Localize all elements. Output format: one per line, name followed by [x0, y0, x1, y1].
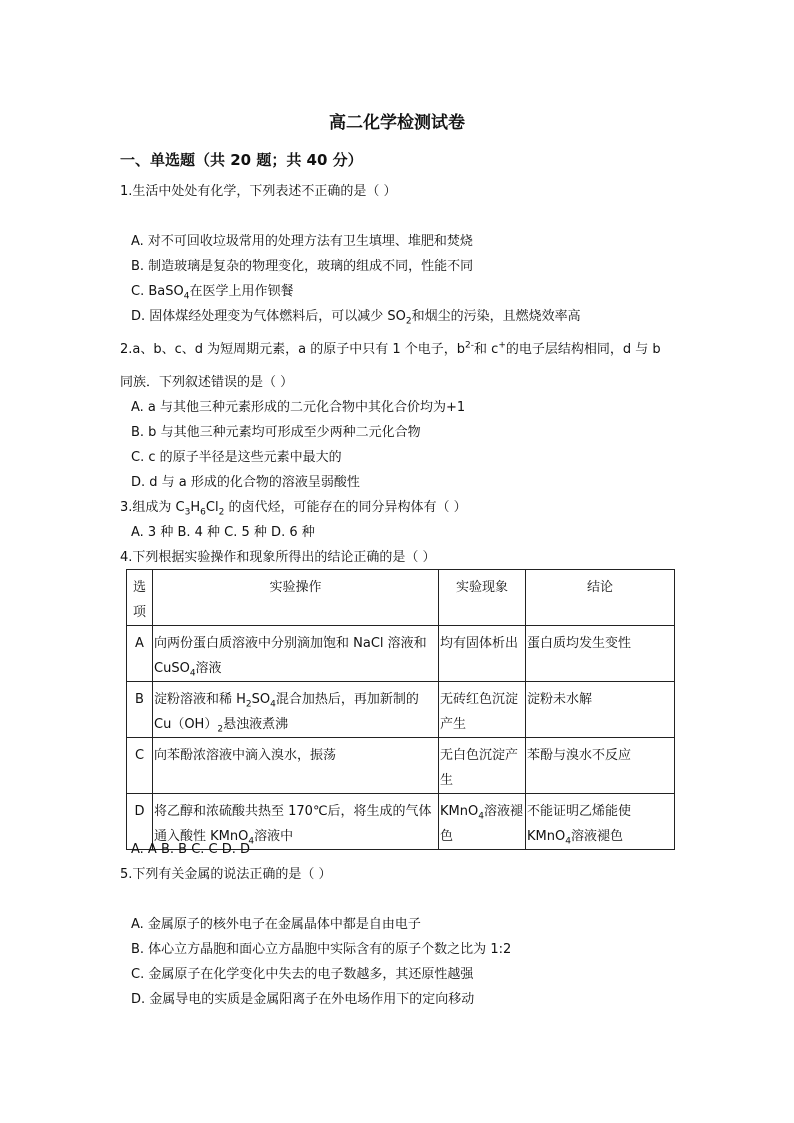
- q1-option-c: C. BaSO$_4$在医学上用作钡餐: [131, 284, 294, 302]
- q2-option-a: A. a 与其他三种元素形成的二元化合物中其化合价均为+1: [131, 400, 466, 415]
- q1-option-b: B. 制造玻璃是复杂的物理变化，玻璃的组成不同，性能不同: [131, 259, 474, 274]
- row-conclusion: 不能证明乙烯能使 KMnO$_4$溶液褪色: [526, 794, 675, 850]
- page-title: 高二化学检测试卷: [329, 113, 465, 133]
- row-conclusion: 淀粉未水解: [526, 682, 675, 738]
- row-conclusion: 蛋白质均发生变性: [526, 626, 675, 682]
- q1-option-a: A. 对不可回收垃圾常用的处理方法有卫生填埋、堆肥和焚烧: [131, 234, 473, 249]
- row-option: B: [127, 682, 153, 738]
- q1-option-d: D. 固体煤经处理变为气体燃料后，可以减少 $SO_2$和烟尘的污染，且燃烧效率高: [131, 309, 581, 327]
- q3-options: A. 3 种 B. 4 种 C. 5 种 D. 6 种: [131, 525, 315, 540]
- q2-stem-line2: 同族．下列叙述错误的是（ ）: [120, 375, 294, 390]
- row-operation: 向两份蛋白质溶液中分别滴加饱和 NaCl 溶液和 CuSO$_4$溶液: [153, 626, 439, 682]
- section-heading: 一、单选题（共 20 题；共 40 分）: [120, 151, 363, 169]
- row-conclusion: 苯酚与溴水不反应: [526, 738, 675, 794]
- row-option: C: [127, 738, 153, 794]
- table-row: [127, 738, 675, 794]
- header-phenomenon: 实验现象: [439, 570, 526, 626]
- row-operation: 将乙醇和浓硫酸共热至 170℃后，将生成的气体通入酸性 KMnO$_4$溶液中: [153, 794, 439, 850]
- q3-stem: 3.组成为 $C_3H_6Cl_2$ 的卤代烃，可能存在的同分异构体有（ ）: [120, 500, 467, 518]
- q2-option-b: B. b 与其他三种元素均可形成至少两种二元化合物: [131, 425, 421, 440]
- q5-option-d: D. 金属导电的实质是金属阳离子在外电场作用下的定向移动: [131, 992, 475, 1007]
- header-operation: 实验操作: [153, 570, 439, 626]
- q5-stem: 5.下列有关金属的说法正确的是（ ）: [120, 867, 332, 882]
- table-header-row: [127, 570, 675, 626]
- header-option: 选项: [127, 570, 153, 626]
- row-operation: 淀粉溶液和稀 $H_2SO_4$混合加热后，再加新制的 $Cu(OH)_2$悬浊液煮沸: [153, 682, 439, 738]
- experiment-table: [126, 569, 675, 850]
- q1-stem: 1.生活中处处有化学，下列表述不正确的是（ ）: [120, 184, 397, 199]
- table-row: [127, 626, 675, 682]
- q2-stem-line1: 2.a、b、c、d 为短周期元素，a 的原子中只有 1 个电子，$b^{2-}$和 c+的电子层结构相同，d 与 b: [120, 340, 661, 357]
- table-row: [127, 682, 675, 738]
- q4-options: A. A B. B C. C D. D: [131, 842, 251, 857]
- row-phenomenon: 无砖红色沉淀产生: [439, 682, 526, 738]
- row-option: A: [127, 626, 153, 682]
- row-option: D: [127, 794, 153, 850]
- q4-stem: 4.下列根据实验操作和现象所得出的结论正确的是（ ）: [120, 550, 436, 565]
- q2-option-d: D. d 与 a 形成的化合物的溶液呈弱酸性: [131, 475, 360, 490]
- row-phenomenon: KMnO$_4$溶液褪色: [439, 794, 526, 850]
- header-conclusion: 结论: [526, 570, 675, 626]
- row-phenomenon: 无白色沉淀产生: [439, 738, 526, 794]
- row-operation: 向苯酚浓溶液中滴入溴水，振荡: [153, 738, 439, 794]
- q5-option-b: B. 体心立方晶胞和面心立方晶胞中实际含有的原子个数之比为 1:2: [131, 942, 512, 957]
- q5-option-a: A. 金属原子的核外电子在金属晶体中都是自由电子: [131, 917, 421, 932]
- row-phenomenon: 均有固体析出: [439, 626, 526, 682]
- q5-option-c: C. 金属原子在化学变化中失去的电子数越多，其还原性越强: [131, 967, 474, 982]
- q2-option-c: C. c 的原子半径是这些元素中最大的: [131, 450, 342, 465]
